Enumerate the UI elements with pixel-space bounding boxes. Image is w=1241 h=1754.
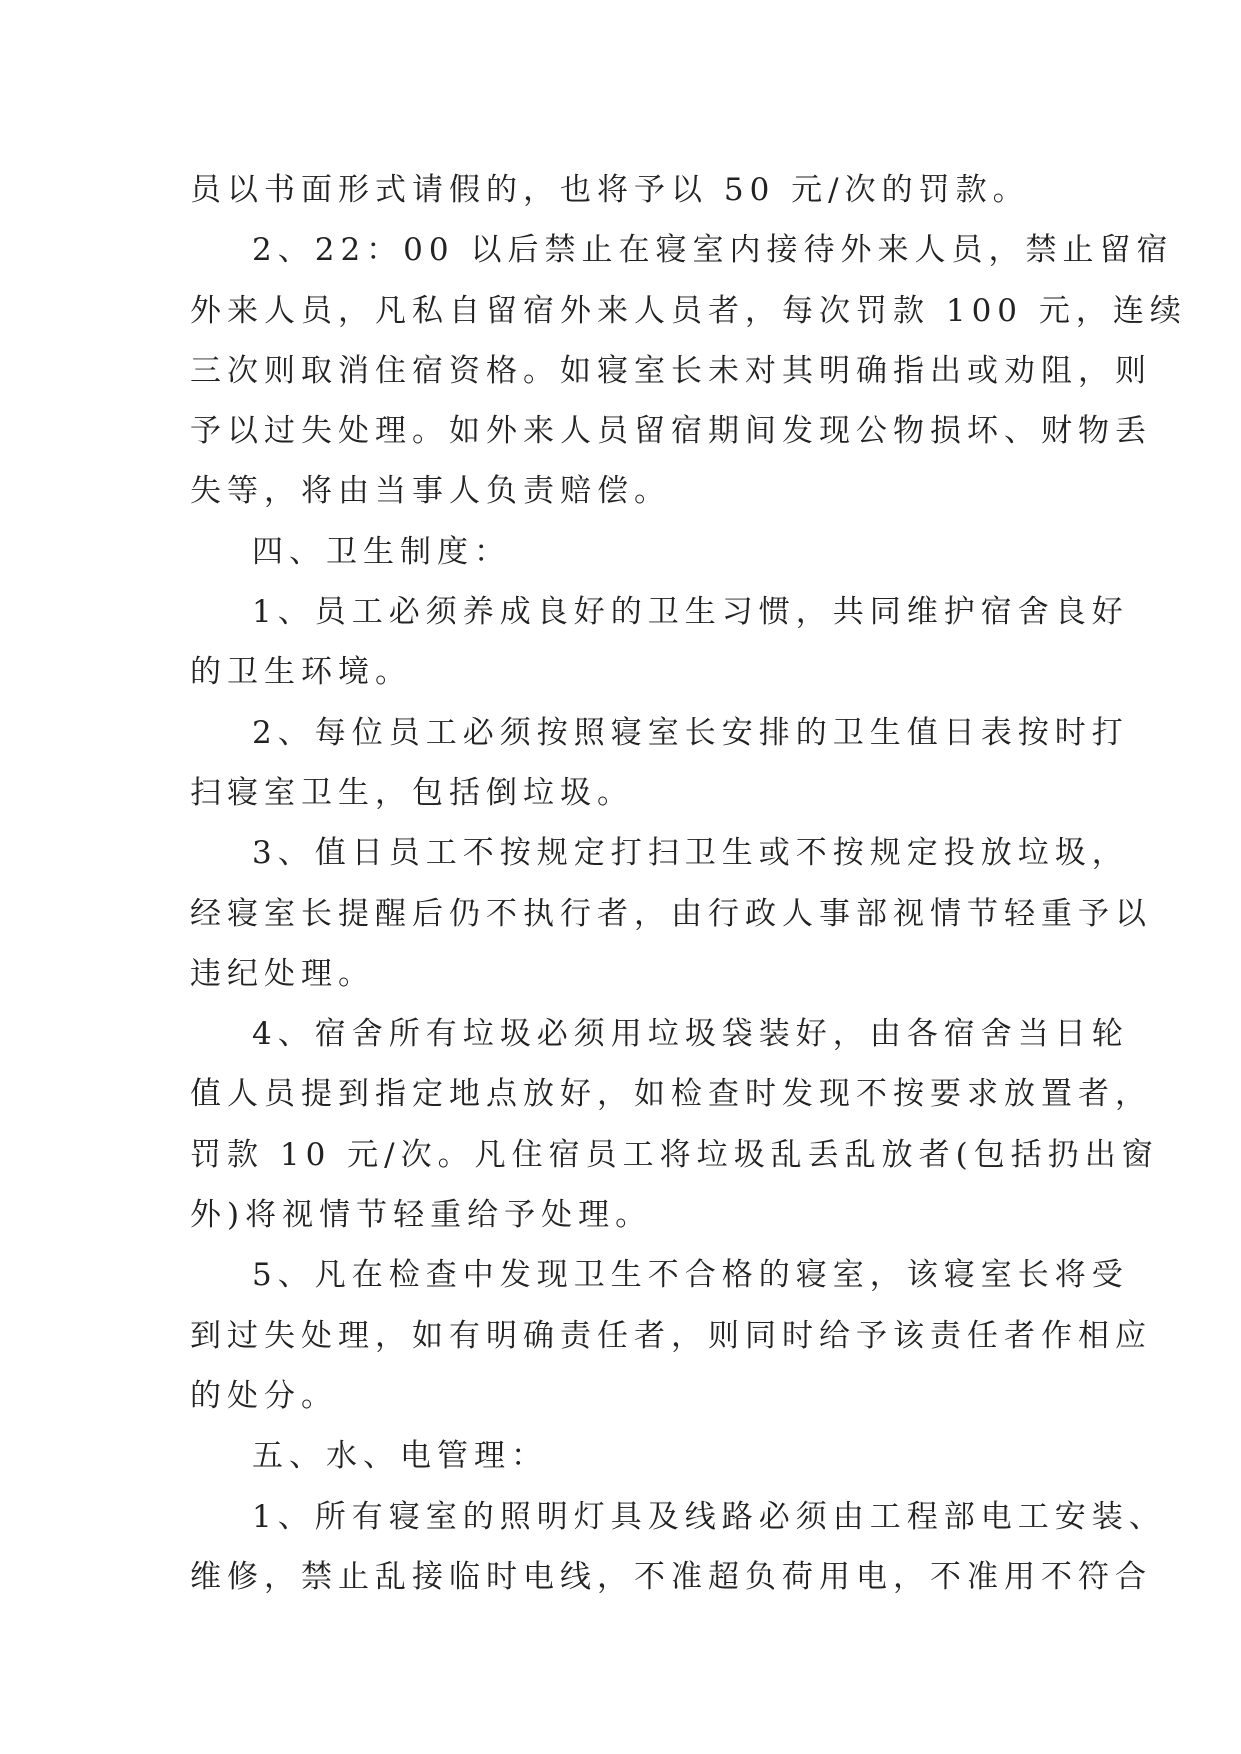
text-line: 失等，将由当事人负责赔偿。: [190, 473, 671, 510]
text-line: 4、宿舍所有垃圾必须用垃圾袋装好，由各宿舍当日轮: [252, 1016, 1129, 1053]
text-line: 2、每位员工必须按照寝室长安排的卫生值日表按时打: [252, 714, 1129, 751]
text-line: 员以书面形式请假的，也将予以 50 元/次的罚款。: [190, 172, 1030, 208]
text-line: 外来人员，凡私自留宿外来人员者，每次罚款 100 元，连续: [190, 292, 1187, 329]
text-line: 2、22：00 以后禁止在寝室内接待外来人员，禁止留宿: [252, 232, 1174, 269]
text-line: 扫寝室卫生，包括倒垃圾。: [190, 774, 634, 811]
text-line: 违纪处理。: [190, 955, 375, 992]
text-line: 3、值日员工不按规定打扫卫生或不按规定投放垃圾，: [252, 835, 1129, 872]
text-line: 罚款 10 元/次。凡住宿员工将垃圾乱丢乱放者(包括扔出窗: [190, 1136, 1159, 1173]
text-line: 外)将视情节轻重给予处理。: [190, 1197, 653, 1234]
section-heading: 五、水、电管理：: [252, 1438, 548, 1475]
text-line: 予以过失处理。如外来人员留宿期间发现公物损坏、财物丢: [190, 413, 1152, 450]
text-line: 经寝室长提醒后仍不执行者，由行政人事部视情节轻重予以: [190, 895, 1152, 932]
text-line: 到过失处理，如有明确责任者，则同时给予该责任者作相应: [190, 1317, 1152, 1354]
text-line: 5、凡在检查中发现卫生不合格的寝室，该寝室长将受: [252, 1257, 1129, 1294]
text-line: 的卫生环境。: [190, 654, 412, 691]
section-heading: 四、卫生制度：: [252, 533, 511, 570]
text-line: 值人员提到指定地点放好，如检查时发现不按要求放置者，: [190, 1076, 1152, 1113]
text-line: 的处分。: [190, 1377, 338, 1414]
text-line: 1、所有寝室的照明灯具及线路必须由工程部电工安装、: [252, 1498, 1166, 1535]
text-line: 三次则取消住宿资格。如寝室长未对其明确指出或劝阻，则: [190, 352, 1152, 389]
document-body: [190, 160, 1187, 1607]
text-line: 维修，禁止乱接临时电线，不准超负荷用电，不准用不符合: [190, 1558, 1152, 1595]
text-line: 1、员工必须养成良好的卫生习惯，共同维护宿舍良好: [252, 594, 1129, 631]
